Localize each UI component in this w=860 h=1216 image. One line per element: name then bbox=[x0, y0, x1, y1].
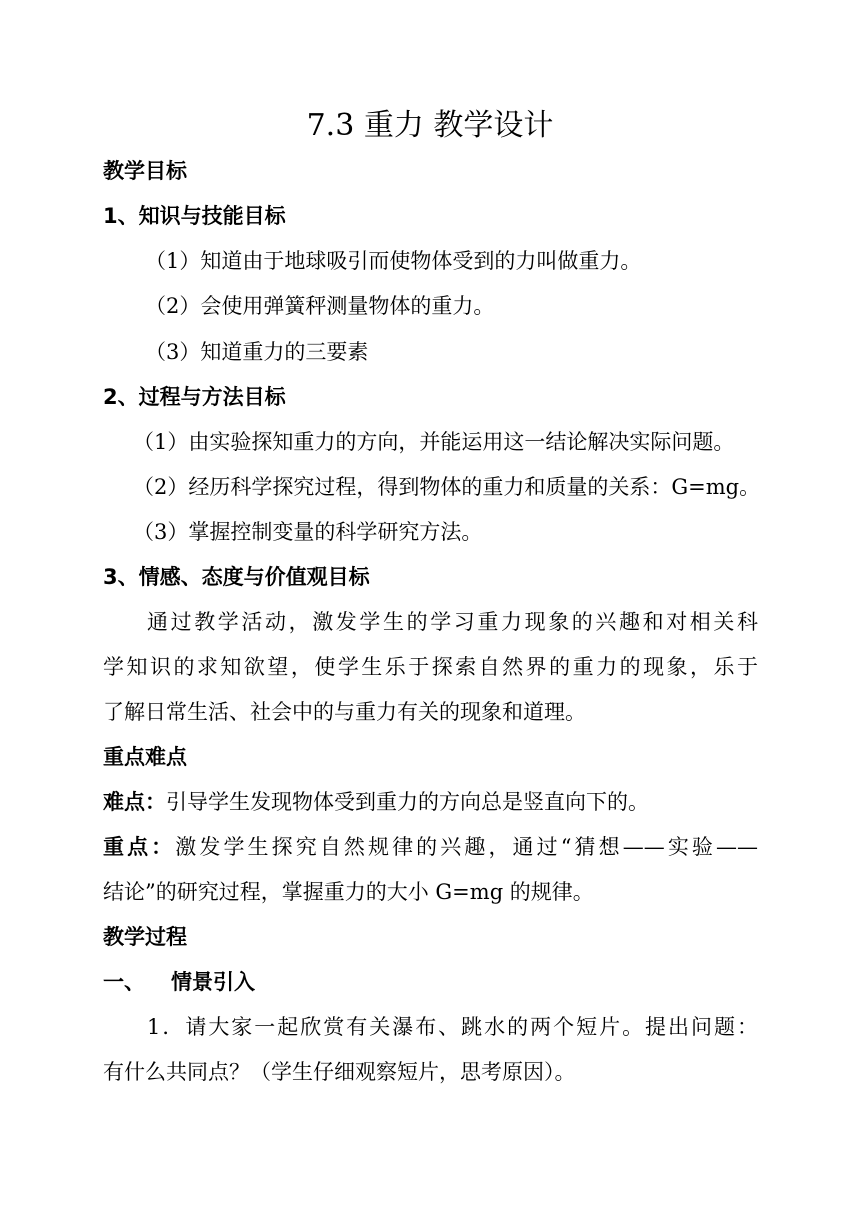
difficulty-line bbox=[103, 787, 649, 817]
paragraph-line: 学知识的求知欲望，使学生乐于探索自然界的重力的现象，乐于 bbox=[103, 655, 758, 679]
key-line bbox=[103, 832, 758, 862]
part-number: 一、 bbox=[103, 970, 145, 994]
key-text-continued: 结论”的研究过程，掌握重力的大小 G=mg 的规律。 bbox=[103, 880, 594, 904]
key-text: 激发学生探究自然规律的兴趣，通过“猜想——实验—— bbox=[175, 835, 759, 859]
subheading-emotion-values: 3、情感、态度与价值观目标 bbox=[103, 565, 370, 589]
paragraph-line: 1．请大家一起欣赏有关瀑布、跳水的两个短片。提出问题： bbox=[147, 1015, 758, 1039]
section-heading-objectives: 教学目标 bbox=[103, 159, 187, 183]
difficulty-text: 引导学生发现物体受到重力的方向总是竖直向下的。 bbox=[166, 790, 649, 814]
paragraph-line: 通过教学活动，激发学生的学习重力现象的兴趣和对相关科 bbox=[147, 610, 758, 634]
list-item: （2）经历科学探究过程，得到物体的重力和质量的关系：G=mg。 bbox=[133, 475, 761, 499]
list-item: （2）会使用弹簧秤测量物体的重力。 bbox=[145, 294, 495, 318]
part-title: 情景引入 bbox=[171, 970, 255, 994]
subheading-process-methods: 2、过程与方法目标 bbox=[103, 385, 286, 409]
key-label: 重点： bbox=[103, 835, 176, 859]
subheading-knowledge-skills: 1、知识与技能目标 bbox=[103, 204, 286, 228]
section-heading-process: 教学过程 bbox=[103, 925, 187, 949]
difficulty-label: 难点： bbox=[103, 790, 166, 814]
paragraph-line: 了解日常生活、社会中的与重力有关的现象和道理。 bbox=[103, 700, 586, 724]
section-heading-keypoints: 重点难点 bbox=[103, 745, 187, 769]
document-title: 7.3 重力 教学设计 bbox=[306, 108, 554, 143]
list-item: （3）知道重力的三要素 bbox=[145, 340, 369, 364]
part-heading bbox=[103, 967, 255, 997]
paragraph-line: 有什么共同点？（学生仔细观察短片，思考原因）。 bbox=[103, 1060, 576, 1084]
list-item: （3）掌握控制变量的科学研究方法。 bbox=[133, 520, 483, 544]
list-item: （1）由实验探知重力的方向，并能运用这一结论解决实际问题。 bbox=[133, 430, 735, 454]
list-item: （1）知道由于地球吸引而使物体受到的力叫做重力。 bbox=[145, 249, 642, 273]
